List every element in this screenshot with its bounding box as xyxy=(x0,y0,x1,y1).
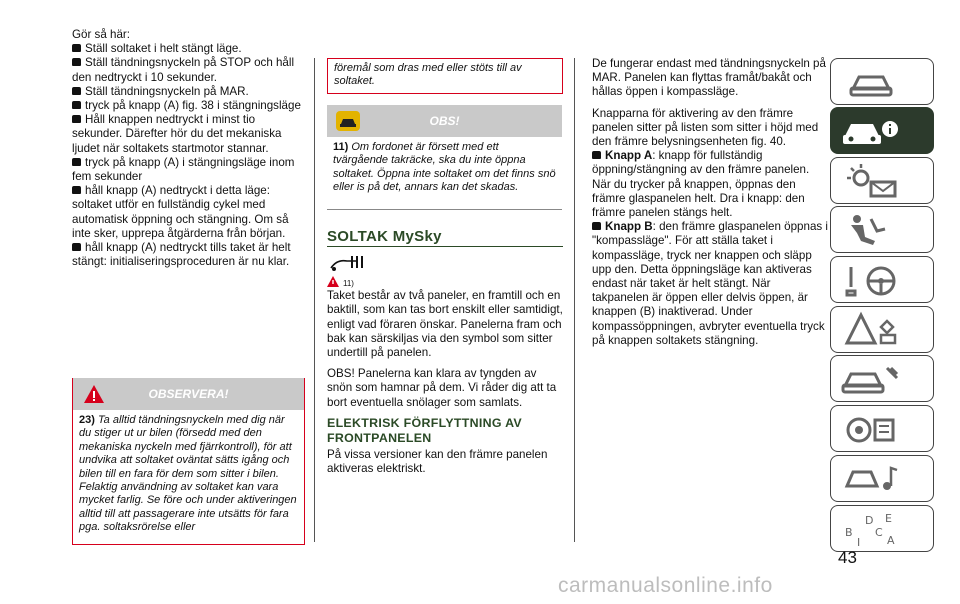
obs-title: OBS! xyxy=(429,114,460,128)
car-bullet-icon xyxy=(72,115,81,123)
note-ref: 11) xyxy=(343,279,354,289)
svg-text:C: C xyxy=(875,526,883,539)
safety-icon xyxy=(831,207,935,254)
warning-triangle-icon xyxy=(327,276,339,287)
sidebar-tab-index[interactable] xyxy=(830,505,934,552)
sidebar-tab-maintenance[interactable] xyxy=(830,355,934,402)
svg-text:E: E xyxy=(885,512,892,525)
button-description: Knapp A: knapp för fullständig öppning/stängning av den främre panelen. När du trycker på knappen, öppnas den främre glaspanelen helt. Dra i knapp: den främre panelen stängs helt. xyxy=(592,149,810,220)
svg-text:A: A xyxy=(887,534,895,547)
button-a-label: Knapp A xyxy=(605,149,653,163)
car-bullet-icon xyxy=(72,58,81,66)
heading-rule xyxy=(327,246,563,247)
obs-text: Om fordonet är försett med ett tvärgående takräcke, ska du inte öppna soltaket. Öppna inte soltaket om det finns snö eller is på det, annars kan det skadas. xyxy=(333,141,556,194)
sidebar-tab-steering[interactable] xyxy=(830,256,934,303)
mysky-roof-icon xyxy=(327,253,563,275)
page-number: 43 xyxy=(838,548,857,567)
warning-header xyxy=(73,378,304,410)
subsection-heading: ELEKTRISK FÖRFLYTTNING AV FRONTPANELEN xyxy=(327,415,522,445)
step-item: tryck på knapp (A) fig. 38 i stängningsläge xyxy=(72,99,305,113)
obs-header xyxy=(327,105,562,137)
sidebar-tab-warning-lights[interactable] xyxy=(830,157,934,204)
car-bullet-icon xyxy=(72,243,81,251)
obs-number: 11) xyxy=(333,141,349,153)
step-item: Ställ tändningsnyckeln på MAR. xyxy=(72,85,305,99)
step-item: Ställ tändningsnyckeln på STOP och håll den nedtryckt i 10 sekunder. xyxy=(72,56,295,84)
step-item: tryck på knapp (A) i stängningsläge inom fem sekunder xyxy=(72,155,295,184)
car-bullet-icon xyxy=(72,158,81,166)
sidebar-tab-technical-data[interactable] xyxy=(830,405,934,452)
column-3 xyxy=(592,57,828,348)
step-item: håll knapp (A) nedtryckt tills taket är helt stängt: initialiseringsproceduren är nu klar. xyxy=(72,241,291,269)
svg-text:B: B xyxy=(845,526,853,539)
column-1 xyxy=(72,28,305,269)
step-item: Håll knappen nedtryckt i minst tio sekunder. Därefter hör du det mekaniska ljudet när soltakets startmotor stannar. xyxy=(72,113,282,155)
watermark: carmanualsonline.info xyxy=(558,574,773,597)
section-heading: SOLTAK MySky xyxy=(327,228,442,245)
paragraph: På vissa versioner kan den främre panelen aktiveras elektriskt. xyxy=(327,447,548,476)
car-info-icon xyxy=(831,108,935,155)
car-bullet-icon xyxy=(592,222,601,230)
paragraph: Taket består av två paneler, en framtill och en baktill, som kan tas bort enskilt eller samtidigt, enligt vad föraren önskar. Panelerna fram och bak kan särskiljas via den symbol som sitter undertill på panelen. xyxy=(327,289,563,360)
car-bullet-icon xyxy=(72,87,81,95)
svg-text:I: I xyxy=(857,536,861,549)
maintenance-icon xyxy=(831,356,935,403)
warning-lights-icon xyxy=(831,158,935,205)
multimedia-icon xyxy=(831,456,935,503)
obs-box xyxy=(327,105,562,210)
obs-body xyxy=(327,137,562,199)
warning-title: OBSERVERA! xyxy=(148,387,229,401)
sidebar-tab-multimedia[interactable] xyxy=(830,455,934,502)
car-bullet-icon xyxy=(592,151,601,159)
car-bullet-icon xyxy=(72,101,81,109)
car-overview-icon xyxy=(831,59,935,106)
column-divider xyxy=(574,58,575,542)
button-b-label: Knapp B xyxy=(605,220,653,234)
column-2 xyxy=(327,220,563,476)
warning-text: Ta alltid tändningsnyckeln med dig när du stiger ut ur bilen (försedd med den mekaniska nyckeln med fjärrkontroll), för att undvika att soltaket oväntat sätts igång och bilen till en fara för dem som sitter i bilen. Felaktig användning av soltaket kan vara mycket farlig. Se före och under aktiveringen alltid till att passagerare inte utsätts för fara pga. soltaksrörelse eller xyxy=(79,414,297,534)
steering-wheel-icon xyxy=(831,257,935,304)
technical-data-icon xyxy=(831,406,935,453)
paragraph: Knapparna för aktivering av den främre panelen sitter på listen som sitter i höjd med den främre belysningsenheten fig. 40. xyxy=(592,106,819,149)
paragraph: De fungerar endast med tändningsnyckeln på MAR. Panelen kan flyttas framåt/bakåt och hållas öppen i kompassläge. xyxy=(592,57,826,99)
sidebar-tab-safety[interactable] xyxy=(830,206,934,253)
sidebar-tab-emergency[interactable] xyxy=(830,306,934,353)
warning-number: 23) xyxy=(79,414,95,426)
warning-box xyxy=(72,378,305,545)
step-item: Ställ soltaket i helt stängt läge. xyxy=(72,42,305,56)
sidebar-tab-car-info[interactable] xyxy=(830,107,934,154)
emergency-icon xyxy=(831,307,935,354)
button-description: Knapp B: den främre glaspanelen öppnas i "kompassläge". För att ställa taket i kompassläge, tryck ner knappen och släpp upp den. Detta öppningsläge kan aktiveras endast när taket är helt stängt. När takpanelen är öppen eller delvis öppen, är knappen (B) inaktiverad. Under kompassöppningen, avbryter eventuella tryck på knappen soltakets stängning. xyxy=(592,220,828,347)
note-ref-row xyxy=(327,275,563,289)
car-bullet-icon xyxy=(72,186,81,194)
warning-continued-text: föremål som dras med eller stöts till av soltaket. xyxy=(334,62,522,88)
index-icon xyxy=(831,506,935,553)
car-bullet-icon xyxy=(72,44,81,52)
warning-body xyxy=(73,410,304,539)
intro-text: Gör så här: xyxy=(72,28,130,41)
column-divider xyxy=(314,58,315,542)
svg-text:D: D xyxy=(865,514,874,527)
warning-box-continued xyxy=(327,58,563,94)
paragraph: OBS! Panelerna kan klara av tyngden av snön som hamnar på dem. Vi råder dig att ta bort eventuella snölager som samlats. xyxy=(327,367,557,409)
step-item: håll knapp (A) nedtryckt i detta läge: soltaket utför en fullständig cykel med automatisk öppning och stängning. Om så inte sker, upprepa åtgärderna från början. xyxy=(72,184,289,240)
sidebar-tab-car-overview[interactable] xyxy=(830,58,934,105)
